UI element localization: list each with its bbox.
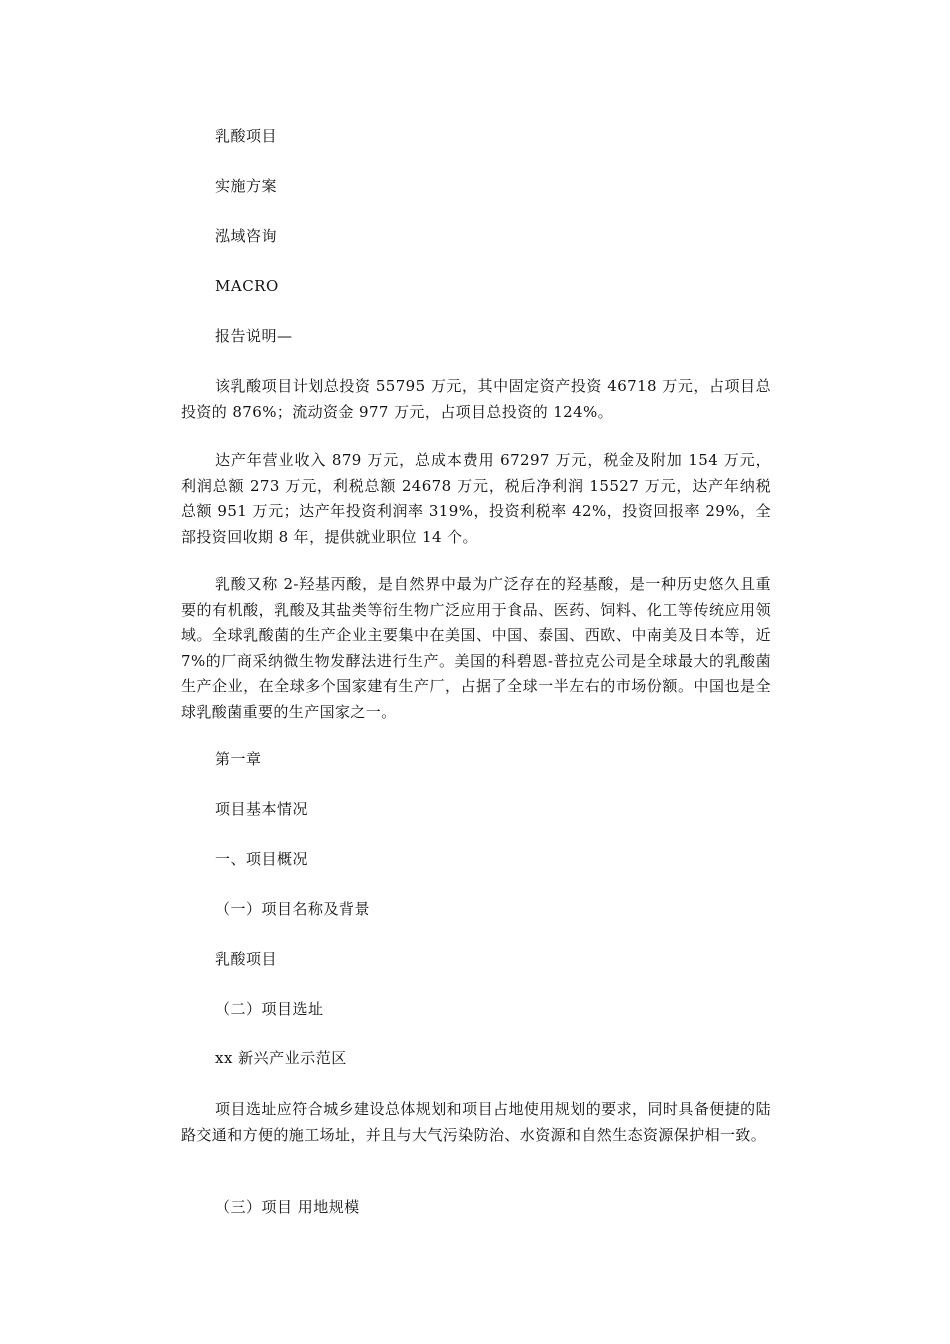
cover-company: 泓域咨询 (215, 227, 278, 245)
subsection-heading: （二）项目选址 (215, 1000, 324, 1018)
location-description: 项目选址应符合城乡建设总体规划和项目占地使用规划的要求，同时具备便捷的陆路交通和方便的施工场址，并且与大气污染防治、水资源和自然生态资源保护相一致。 (181, 1100, 771, 1144)
subsection-heading: （一）项目名称及背景 (215, 900, 371, 918)
revenue-paragraph: 达产年营业收入 879 万元，总成本费用 67297 万元，税金及附加 154 万元，利润总额 273 万元，利税总额 24678 万元，税后净利润 15527 万元，达产年纳税总额 951 万元；达产年投资利润率 319%，投资利税率 42%，投资回报率 29%，全部投资回收期 8 年，提供就业职位 14 个。 (181, 451, 771, 546)
subsection-heading: （三）项目 用地规模 (215, 1198, 360, 1216)
section-heading: 一、项目概况 (215, 850, 309, 868)
chapter-label: 第一章 (215, 750, 262, 768)
background-paragraph: 乳酸又称 2-羟基丙酸，是自然界中最为广泛存在的羟基酸，是一种历史悠久且重要的有机酸，乳酸及其盐类等衍生物广泛应用于食品、医药、饲料、化工等传统应用领域。全球乳酸菌的生产企业主要集中在美国、中国、泰国、西欧、中南美及日本等，近 7%的厂商采纳微生物发酵法进行生产。美国的科碧恩-普拉克公司是全球最大的乳酸菌生产企业，在全球多个国家建有生产厂，占据了全球一半左右的市场份额。中国也是全球乳酸菌重要的生产国家之一。 (181, 575, 771, 721)
chapter-title: 项目基本情况 (215, 800, 309, 818)
investment-paragraph: 该乳酸项目计划总投资 55795 万元，其中固定资产投资 46718 万元，占项目总投资的 876%；流动资金 977 万元，占项目总投资的 124%。 (181, 377, 771, 421)
report-heading: 报告说明— (215, 327, 293, 345)
project-location: xx 新兴产业示范区 (215, 1049, 347, 1067)
project-name: 乳酸项目 (215, 950, 278, 968)
cover-company-en: MACRO (215, 277, 279, 295)
cover-subtitle: 实施方案 (215, 177, 278, 195)
cover-title: 乳酸项目 (215, 127, 278, 145)
